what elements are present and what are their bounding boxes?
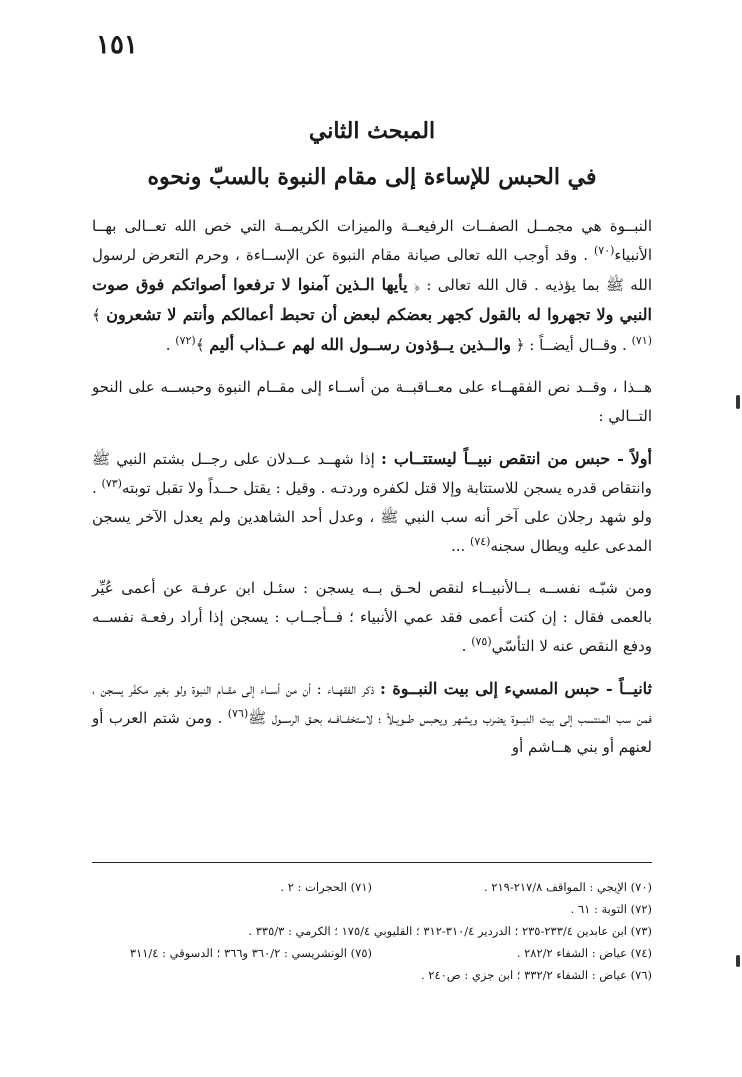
footnote-70: (٧٠) الإيجي : المواقف ٢١٧/٨-٢١٩ . bbox=[483, 880, 652, 894]
text-run: النبــوة هي مجمــل الصفــات الرفيعــة والميزات الكريمــة التي خص الله تعــالى بهــا الأنبياء bbox=[92, 217, 652, 264]
footnote-74: (٧٤) عياض : الشفاء ٢٨٢/٢ . bbox=[516, 946, 652, 960]
footnotes bbox=[92, 876, 652, 986]
footnote-ref-71: (٧١) bbox=[631, 334, 652, 347]
footnote-75: (٧٥) الونشريسي : ٣٦٠/٢ و٣٦٦ ؛ الدسوقي : ٣١١/٤ bbox=[129, 946, 372, 960]
paragraph-first-case bbox=[92, 444, 652, 561]
footnote-73: (٧٣) ابن عابدين ٢٣٣/٤-٢٣٥ ؛ الدردير ٣١٠/٤-٣١٢ ؛ القليوبي ١٧٥/٤ ؛ الكرمي : ٣٣٥/٣ . bbox=[248, 924, 652, 938]
footnote-76: (٧٦) عياض : الشفاء ٣٣٢/٢ ؛ ابن جزي : ص٢٤٠ . bbox=[420, 968, 652, 982]
footnote-ref-75: (٧٥) bbox=[471, 635, 492, 648]
section-subtitle: في الحبس للإساءة إلى مقام النبوة بالسبّ ونحوه bbox=[147, 164, 597, 190]
text-run: . bbox=[165, 336, 176, 354]
section-title: المبحث الثاني bbox=[308, 118, 436, 144]
footnote-row bbox=[92, 876, 652, 898]
paragraph-scholars: هــذا ، وقــد نص الفقهــاء على معــاقبــة من أســاء إلى مقــام النبوة وحبســه على النحو التــالي : bbox=[92, 378, 652, 425]
text-run: ﴾ bbox=[92, 306, 107, 324]
text-run: ومن شبّـه نفســه بــالأنبيــاء لنقص لحـق بــه يسجن : سئـل ابن عرفـة عن أعمى عُيِّر بالعمى فقال : إن كنت أعمى فقد عمي الأنبياء ؛ فــأجــاب : يسجن إذا أراد رفعـة نفســه ودفع النقص عنه لا التأسّي bbox=[92, 579, 652, 655]
body-text bbox=[92, 212, 652, 775]
footnote-ref-70: (٧٠) bbox=[594, 244, 615, 257]
footnote-72: (٧٢) التوبة : ٦١ . bbox=[570, 902, 652, 916]
text-run: . ومن شتم العرب أو لعنهم أو بني هــاشم أو bbox=[92, 709, 652, 756]
page-edge-mark bbox=[736, 955, 740, 967]
page-number: ١٥١ bbox=[96, 30, 138, 60]
text-run: ... bbox=[450, 537, 471, 555]
footnote-ref-76: (٧٦) bbox=[227, 707, 249, 720]
footnote-row bbox=[92, 942, 652, 964]
text-run: . ولو شهد رجلان على آخر أنه سب النبي ﷺ ، وعدل أحد الشاهدين ولم يعدل الآخر يسجن المدعى عليه ويطال سجنه bbox=[92, 479, 652, 555]
text-run: . وقــال أيضــاً : ﴿ bbox=[510, 336, 632, 354]
text-run: إذا شهــد عــدلان على رجــل بشتم النبي ﷺ وانتقاص قدره يسجن للاستتابة وإلا قتل لكفره وردتـه . وقيل : يقتل حــداً ولا تقبل توبته bbox=[92, 450, 652, 497]
footnote-71: (٧١) الحجرات : ٢ . bbox=[280, 880, 372, 894]
footnote-ref-72: (٧٢) bbox=[175, 334, 196, 347]
footnote-ref-74: (٧٤) bbox=[470, 535, 491, 548]
item-title-second: ثانيــاً - حبس المسيء إلى بيت النبــوة : bbox=[380, 679, 652, 698]
footnote-divider bbox=[92, 862, 652, 863]
quran-quote: يأيها الـذين آمنوا لا ترفعوا أصواتكم فوق صوت النبي ولا تجهروا له بالقول كجهر بعضكم لبعض أن تحبط أعمالكم وأنتم لا تشعرون bbox=[92, 275, 652, 324]
quran-quote: والــذين يــؤذون رســول الله لهم عــذاب أليم bbox=[209, 335, 511, 354]
text-run: ﴾ bbox=[195, 336, 210, 354]
paragraph-comparison bbox=[92, 574, 652, 661]
page-edge-mark bbox=[736, 395, 740, 409]
text-run: ذكر الفقهــاء : أن من أســاء إلى مقــام النبوة ولو بغير مكفّر يسجن ، فمن سب المنتسب إلى بيت النبــوة يضرب ويشهر ويحبس طــويـلاً ؛ لاستخفــافــه بحـق الرســول ﷺ bbox=[92, 680, 652, 727]
text-run: . bbox=[461, 637, 472, 655]
item-title-first: أولاً - حبس من انتقص نبيــاً ليستتــاب : bbox=[380, 449, 652, 468]
footnote-ref-73: (٧٣) bbox=[101, 477, 122, 490]
paragraph-second-case bbox=[92, 674, 652, 762]
paragraph-intro bbox=[92, 212, 652, 360]
headings bbox=[92, 118, 652, 190]
text-run: . وقد أوجب الله تعالى صيانة مقام النبوة عن الإســاءة ، وحرم التعرض لرسول الله ﷺ بما يؤذيه . قال الله تعالى : ﴿ bbox=[92, 246, 652, 294]
